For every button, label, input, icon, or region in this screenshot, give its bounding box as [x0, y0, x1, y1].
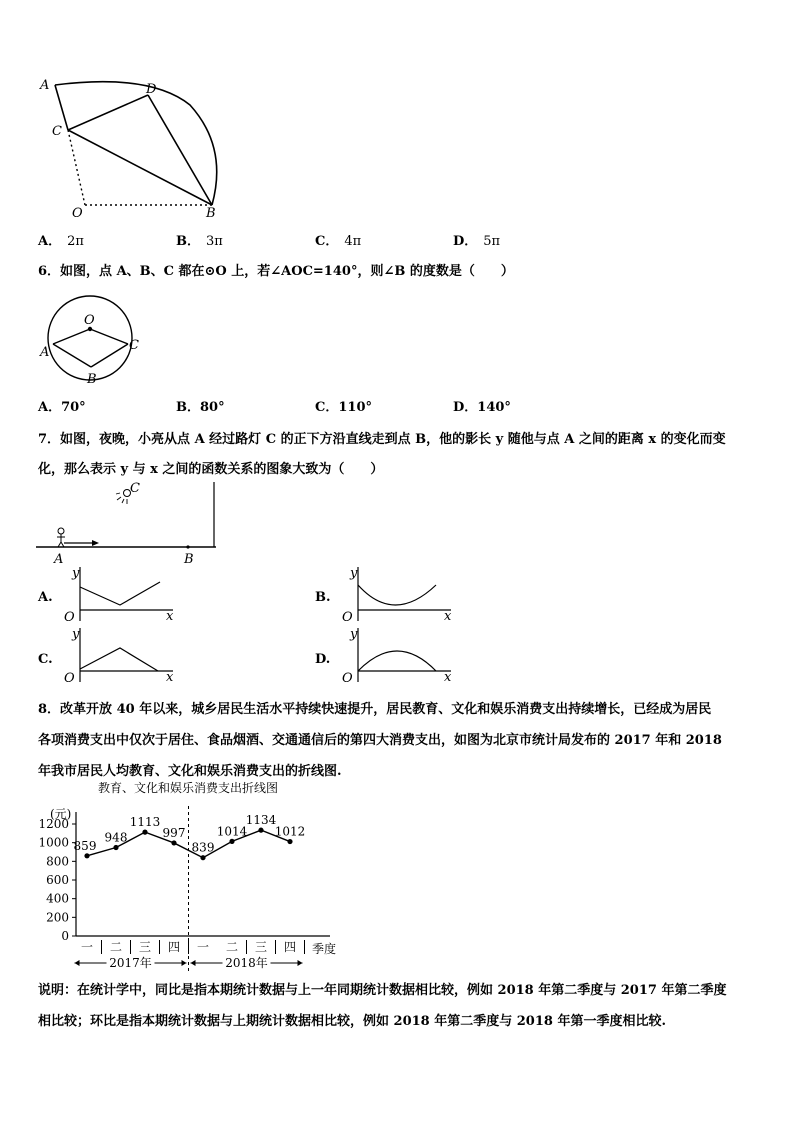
- option-value: 4π: [344, 234, 362, 249]
- q5-option-c[interactable]: [315, 230, 361, 249]
- segment-cd: [68, 95, 148, 130]
- option-value: 2π: [67, 234, 84, 249]
- group-2018-label: 2018年: [225, 956, 268, 970]
- data-label: 948: [104, 830, 128, 845]
- q5-option-b[interactable]: [176, 230, 223, 249]
- label-o: O: [84, 313, 95, 328]
- group-2018-arrow-left-icon: [191, 960, 196, 966]
- person-icon: [57, 528, 65, 547]
- option-letter: C．: [315, 234, 339, 249]
- label-b: B: [206, 206, 216, 221]
- option-value: 3π: [206, 234, 223, 249]
- option-letter: A．: [38, 234, 62, 249]
- segment-ab: [53, 344, 91, 367]
- option-letter: D．: [453, 400, 478, 415]
- q6-option-d[interactable]: [453, 396, 511, 415]
- axis-y-label: y: [72, 627, 80, 642]
- data-label: 1134: [245, 813, 277, 828]
- dotted-oc: [68, 130, 85, 205]
- q6-option-a[interactable]: [38, 396, 86, 415]
- x-tick-label: 二: [225, 940, 239, 954]
- q6-option-b[interactable]: [176, 396, 225, 415]
- option-value: 110°: [338, 400, 372, 415]
- q7-option-c[interactable]: C.: [38, 652, 53, 667]
- graph-curve: [80, 648, 158, 671]
- x-tick-label: 一: [80, 940, 94, 954]
- data-label: 839: [191, 840, 215, 855]
- q7-stem-line1: 7．如图，夜晚，小亮从点 A 经过路灯 C 的正下方沿直线走到点 B，他的影长 y 随他与点 A 之间的距离 x 的变化而变: [38, 432, 726, 447]
- label-a: A: [40, 345, 50, 360]
- label-a: A: [40, 78, 50, 93]
- lamp-rays-icon: [116, 493, 127, 504]
- option-value: 140°: [477, 400, 511, 415]
- note-line1: 说明：在统计学中，同比是指本期统计数据与上一年同期统计数据相比较，例如 2018 年第二季度与 2017 年第二季度: [38, 983, 727, 998]
- option-value: 80°: [200, 400, 225, 415]
- axis-x-label: x: [166, 609, 174, 624]
- option-value: 70°: [61, 400, 86, 415]
- sector-figure: [30, 75, 240, 225]
- x-tick-label: 三: [254, 940, 268, 954]
- point-b: [186, 545, 189, 548]
- x-axis-label: 季度: [312, 942, 337, 956]
- q5-option-d[interactable]: [453, 230, 500, 249]
- data-label: 1012: [274, 824, 306, 839]
- label-d: D: [146, 82, 157, 97]
- data-label: 1113: [129, 815, 161, 830]
- option-letter: B．: [176, 234, 200, 249]
- chart-title: 教育、文化和娱乐消费支出折线图: [98, 781, 279, 795]
- y-tick-label: 200: [46, 910, 69, 925]
- graph-curve: [358, 651, 436, 671]
- q6-option-c[interactable]: [315, 396, 372, 415]
- data-point: [171, 840, 176, 845]
- data-point: [142, 830, 147, 835]
- y-tick-label: 1000: [38, 835, 69, 850]
- graph-a[interactable]: [58, 565, 180, 625]
- axis-y-label: y: [350, 627, 358, 642]
- y-tick-label: 800: [46, 854, 69, 869]
- axis-origin-label: O: [342, 610, 353, 625]
- graph-d[interactable]: [336, 626, 458, 686]
- graph-c[interactable]: [58, 626, 180, 686]
- data-point: [258, 828, 263, 833]
- axis-x-label: x: [444, 670, 452, 685]
- option-letter: A．: [38, 400, 62, 415]
- label-c: C: [130, 481, 140, 496]
- data-point: [84, 853, 89, 858]
- data-point: [229, 839, 234, 844]
- streetlight-figure: [36, 480, 222, 566]
- y-tick-label: 600: [46, 873, 69, 887]
- segment-oc: [90, 329, 128, 344]
- data-label: 859: [73, 838, 97, 853]
- q8-line1: 8．改革开放 40 年以来，城乡居民生活水平持续快速提升，居民教育、文化和娱乐消费支出持续增长，已经成为居民: [38, 702, 712, 717]
- axis-y-label: y: [350, 566, 358, 581]
- y-tick-label: 0: [61, 929, 69, 943]
- axis-origin-label: O: [64, 671, 75, 686]
- label-c: C: [52, 124, 62, 139]
- label-a: A: [54, 552, 64, 566]
- segment-oa: [53, 329, 90, 344]
- x-tick-label: 四: [167, 940, 181, 954]
- label-b: B: [87, 372, 97, 387]
- label-b: B: [184, 552, 194, 566]
- label-c: C: [129, 338, 139, 353]
- data-label: 1014: [216, 824, 248, 839]
- data-point: [200, 855, 205, 860]
- group-2017-label: 2017年: [109, 956, 152, 970]
- option-letter: D．: [453, 234, 478, 249]
- graph-curve: [80, 582, 160, 605]
- arrow-head-icon: [92, 540, 99, 546]
- x-tick-label: 四: [283, 940, 297, 954]
- axis-origin-label: O: [342, 671, 353, 686]
- spending-line-chart: [30, 778, 360, 973]
- q8-line3: 年我市居民人均教育、文化和娱乐消费支出的折线图.: [38, 764, 342, 779]
- y-tick-label: 400: [46, 891, 69, 906]
- axis-x-label: x: [166, 670, 174, 685]
- axis-y-label: y: [72, 566, 80, 581]
- x-tick-label: 一: [196, 940, 210, 954]
- q7-option-b[interactable]: B.: [315, 590, 331, 605]
- q8-line2: 各项消费支出中仅次于居住、食品烟酒、交通通信后的第四大消费支出，如图为北京市统计局发布的 2017 年和 2018: [38, 733, 722, 748]
- data-label: 997: [162, 825, 186, 840]
- q5-option-a[interactable]: [38, 230, 84, 249]
- group-2017-arrow-left-icon: [75, 960, 80, 966]
- group-2017-arrow-right-icon: [182, 960, 187, 966]
- q7-stem-line2: 化，那么表示 y 与 x 之间的函数关系的图象大致为（ ）: [38, 462, 384, 477]
- option-value: 5π: [483, 234, 501, 249]
- q6-stem: 6．如图，点 A、B、C 都在⊙O 上，若∠AOC=140°，则∠B 的度数是（ ）: [38, 264, 514, 279]
- graph-curve: [358, 585, 436, 605]
- y-tick-label: 1200: [38, 817, 69, 831]
- y-axis-unit: (元): [50, 807, 72, 821]
- axis-x-label: x: [444, 609, 452, 624]
- label-o: O: [72, 206, 83, 221]
- data-point: [287, 839, 292, 844]
- q7-option-a[interactable]: A.: [38, 590, 53, 605]
- graph-b[interactable]: [336, 565, 458, 625]
- x-tick-label: 二: [109, 940, 123, 954]
- circle-o: [48, 296, 132, 380]
- axis-origin-label: O: [64, 610, 75, 625]
- q7-option-d[interactable]: D.: [315, 652, 331, 667]
- group-2018-arrow-right-icon: [298, 960, 303, 966]
- option-letter: C．: [315, 400, 339, 415]
- x-tick-label: 三: [138, 940, 152, 954]
- note-line2: 相比较；环比是指本期统计数据与上期统计数据相比较，例如 2018 年第二季度与 2018 年第一季度相比较.: [38, 1014, 666, 1029]
- option-letter: B．: [176, 400, 200, 415]
- data-point: [113, 845, 118, 850]
- circle-figure: [35, 292, 145, 387]
